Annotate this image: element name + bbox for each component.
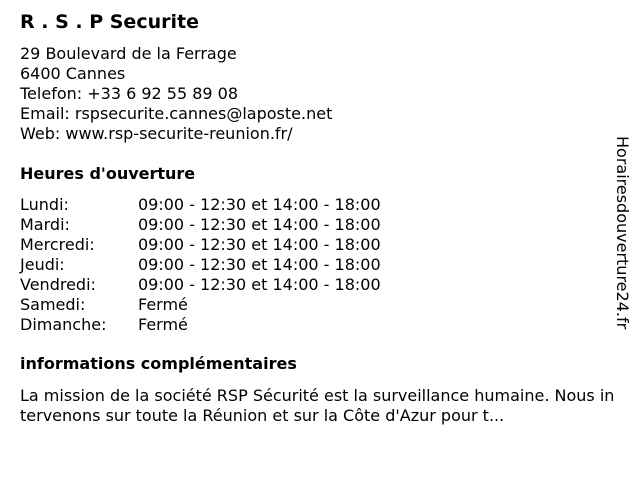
hours-row-friday bbox=[20, 275, 381, 295]
additional-info-heading: informations complémentaires bbox=[20, 354, 297, 373]
address-line-2: 6400 Cannes bbox=[20, 64, 126, 83]
address-line-1: 29 Boulevard de la Ferrage bbox=[20, 44, 237, 63]
opening-hours-heading: Heures d'ouverture bbox=[20, 164, 196, 183]
hours-row-sunday bbox=[20, 315, 381, 335]
watermark-text: Horairesdouverture24.fr bbox=[613, 136, 632, 330]
hours-row-monday bbox=[20, 195, 381, 215]
day-label: Lundi: bbox=[20, 195, 69, 214]
day-hours: Fermé bbox=[138, 295, 188, 314]
day-label: Dimanche: bbox=[20, 315, 107, 334]
day-label: Mardi: bbox=[20, 215, 70, 234]
hours-row-saturday bbox=[20, 295, 381, 315]
contact-block bbox=[20, 44, 332, 144]
hours-row-tuesday bbox=[20, 215, 381, 235]
day-hours: 09:00 - 12:30 et 14:00 - 18:00 bbox=[138, 215, 381, 234]
phone-line[interactable]: Telefon: +33 6 92 55 89 08 bbox=[20, 84, 239, 103]
day-hours: Fermé bbox=[138, 315, 188, 334]
hours-row-thursday bbox=[20, 255, 381, 275]
day-label: Mercredi: bbox=[20, 235, 95, 254]
day-hours: 09:00 - 12:30 et 14:00 - 18:00 bbox=[138, 235, 381, 254]
day-hours: 09:00 - 12:30 et 14:00 - 18:00 bbox=[138, 195, 381, 214]
opening-hours-table bbox=[20, 195, 381, 335]
day-label: Jeudi: bbox=[20, 255, 65, 274]
additional-info-text: La mission de la société RSP Sécurité est la surveillance humaine. Nous intervenons sur toute la Réunion et sur la Côte d'Azur pour t... bbox=[20, 386, 615, 425]
email-line[interactable]: Email: rspsecurite.cannes@laposte.net bbox=[20, 104, 333, 123]
business-name: R . S . P Securite bbox=[20, 11, 199, 33]
day-label: Samedi: bbox=[20, 295, 86, 314]
day-hours: 09:00 - 12:30 et 14:00 - 18:00 bbox=[138, 255, 381, 274]
web-line[interactable]: Web: www.rsp-securite-reunion.fr/ bbox=[20, 124, 293, 143]
hours-row-wednesday bbox=[20, 235, 381, 255]
day-hours: 09:00 - 12:30 et 14:00 - 18:00 bbox=[138, 275, 381, 294]
day-label: Vendredi: bbox=[20, 275, 96, 294]
